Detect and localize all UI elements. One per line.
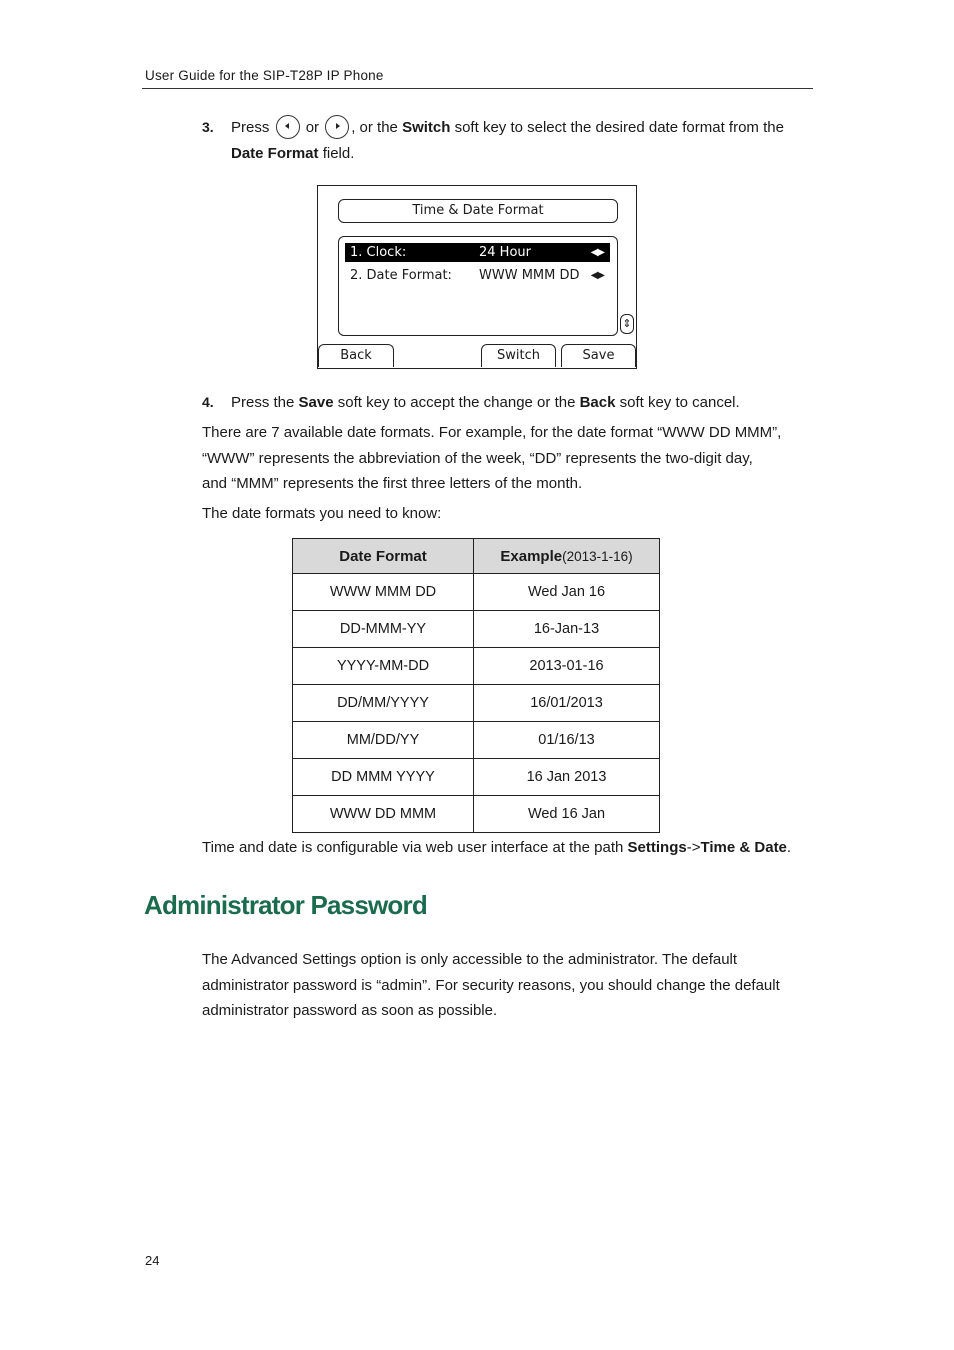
left-right-arrows-icon: ◀▶ [590, 247, 604, 258]
page-number: 24 [145, 1253, 160, 1268]
switch-key-name: Switch [402, 119, 451, 136]
phone-lcd-screen [317, 185, 637, 369]
table-row: DD-MMM-YY 16-Jan-13 [293, 611, 660, 648]
table-row: WWW MMM DD Wed Jan 16 [293, 574, 660, 611]
scroll-indicator-icon: ⇕ [620, 314, 634, 334]
left-right-arrows-icon: ◀▶ [590, 270, 604, 281]
table-header-row [293, 539, 660, 574]
table-row: DD MMM YYYY 16 Jan 2013 [293, 759, 660, 796]
lcd-row-clock[interactable]: 1. Clock: 24 Hour ◀▶ [345, 243, 610, 262]
save-key-name: Save [298, 394, 334, 411]
step-4-number: 4. [202, 394, 214, 410]
running-header: User Guide for the SIP-T28P IP Phone [145, 68, 384, 83]
table-row: MM/DD/YY 01/16/13 [293, 722, 660, 759]
header-example: Example(2013-1-16) [474, 539, 660, 574]
table-row: WWW DD MMM Wed 16 Jan [293, 796, 660, 833]
lcd-row-date-format[interactable]: 2. Date Format: WWW MMM DD ◀▶ [350, 268, 604, 283]
table-row: DD/MM/YYYY 16/01/2013 [293, 685, 660, 722]
save-softkey[interactable]: Save [561, 344, 636, 367]
lcd-title: Time & Date Format [338, 199, 618, 223]
date-format-field-name: Date Format [231, 144, 319, 162]
admin-password-paragraph: The Advanced Settings option is only accessible to the administrator. The default administrator password is “admin”. For security reasons, you should change the default administrator password as soon as possible. [202, 951, 780, 1019]
date-formats-paragraph: There are 7 available date formats. For example, for the date format “WWW DD MMM”, “WWW” represents the abbreviation of the week, “DD” represents the two-digit day, and “MMM” represents the first three letters of the month. [202, 424, 782, 492]
settings-path: Settings [627, 839, 687, 856]
time-date-path: Time & Date [700, 839, 787, 856]
back-key-name: Back [579, 394, 616, 411]
step-3-number: 3. [202, 119, 214, 135]
section-title: Administrator Password [144, 890, 427, 920]
lcd-menu-list [338, 236, 618, 336]
date-formats-table [292, 538, 660, 833]
header-rule [142, 88, 813, 89]
step-3-text: Press or , or the Switch soft key to select the desired date format from the Date Format field. [231, 115, 821, 166]
switch-softkey[interactable]: Switch [481, 344, 556, 367]
right-navigation-key-icon [325, 115, 349, 139]
step-4-text: Press the Save soft key to accept the change or the Back soft key to cancel. [231, 394, 740, 411]
left-navigation-key-icon [276, 115, 300, 139]
formats-intro: The date formats you need to know: [202, 505, 442, 522]
back-softkey[interactable]: Back [318, 344, 394, 367]
table-row: YYYY-MM-DD 2013-01-16 [293, 648, 660, 685]
web-path-paragraph: Time and date is configurable via web user interface at the path Settings->Time & Date. [202, 839, 792, 856]
header-date-format: Date Format [293, 539, 474, 574]
